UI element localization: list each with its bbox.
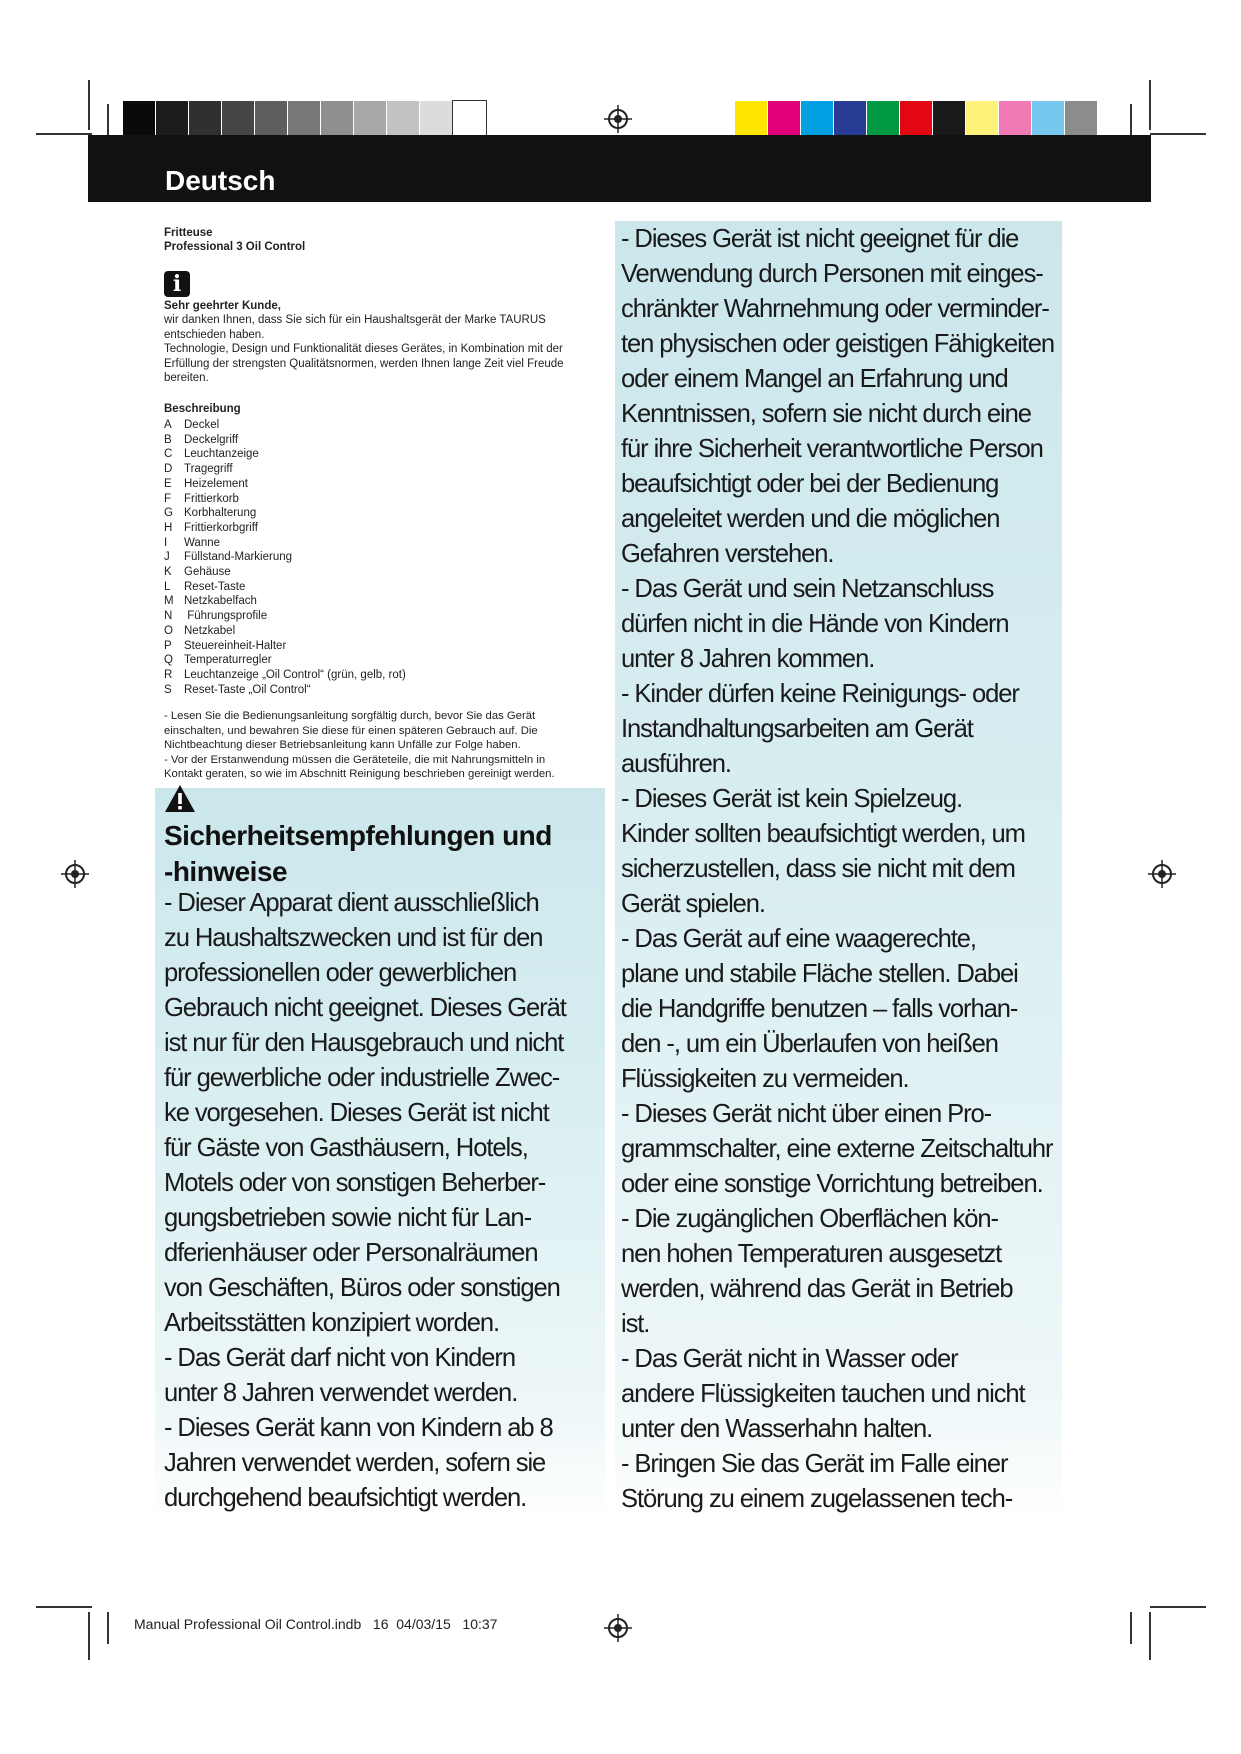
safety-line: ten physischen oder geistigen Fähigkeiten bbox=[621, 330, 1054, 358]
footer-datetime: 04/03/15 10:37 bbox=[396, 1616, 498, 1632]
safety-line: plane und stabile Fläche stellen. Dabei bbox=[621, 960, 1018, 988]
instruction-notes bbox=[164, 709, 555, 782]
safety-line: andere Flüssigkeiten tauchen und nicht bbox=[621, 1380, 1025, 1408]
safety-title-line1: Sicherheitsempfehlungen und bbox=[164, 820, 552, 851]
parts-list-item bbox=[164, 624, 406, 639]
part-label: Korbhalterung bbox=[184, 507, 257, 520]
page-language-title: Deutsch bbox=[165, 165, 276, 196]
part-letter: D bbox=[164, 463, 173, 476]
color-swatch bbox=[900, 101, 933, 135]
intro-line: bereiten. bbox=[164, 372, 209, 384]
safety-line: - Dieses Gerät ist kein Spielzeug. bbox=[621, 785, 962, 813]
part-letter: E bbox=[164, 477, 172, 490]
part-letter: S bbox=[164, 683, 172, 696]
crop-mark bbox=[88, 1612, 90, 1660]
color-swatch bbox=[156, 101, 189, 135]
crop-mark bbox=[1149, 80, 1151, 130]
product-type: Fritteuse bbox=[164, 227, 213, 239]
safety-line: durchgehend beaufsichtigt werden. bbox=[164, 1484, 527, 1512]
parts-list-item bbox=[164, 550, 406, 565]
safety-line: chränkter Wahrnehmung oder verminder- bbox=[621, 295, 1049, 323]
parts-list-item bbox=[164, 477, 406, 492]
safety-line: - Dieses Gerät ist nicht geeignet für die bbox=[621, 225, 1019, 253]
safety-line: Motels oder von sonstigen Beherber- bbox=[164, 1169, 546, 1197]
parts-list-item bbox=[164, 609, 406, 624]
safety-line: angeleitet werden und die möglichen bbox=[621, 505, 1000, 533]
footer-page: 16 bbox=[372, 1616, 389, 1632]
safety-line: dferienhäuser oder Personalräumen bbox=[164, 1239, 538, 1267]
safety-line: sicherzustellen, dass sie nicht mit dem bbox=[621, 855, 1015, 883]
crop-mark bbox=[88, 80, 90, 130]
crop-mark bbox=[107, 104, 109, 136]
safety-text-right bbox=[621, 222, 1054, 1517]
parts-list-item bbox=[164, 506, 406, 521]
part-letter: F bbox=[164, 492, 172, 505]
safety-line: den -, um ein Überlaufen von heißen bbox=[621, 1030, 998, 1058]
print-footer bbox=[134, 1616, 497, 1632]
safety-line: beaufsichtigt oder bei der Bedienung bbox=[621, 470, 999, 498]
intro-line: Erfüllung der strengsten Qualitätsnormen, werden Ihnen lange Zeit viel Freude bbox=[164, 357, 564, 370]
color-swatch bbox=[354, 101, 387, 135]
intro-line: entschieden haben. bbox=[164, 328, 265, 341]
color-swatch bbox=[420, 101, 453, 135]
color-swatch bbox=[933, 101, 966, 135]
safety-line: ist. bbox=[621, 1310, 650, 1338]
registration-mark-icon bbox=[604, 1614, 632, 1642]
intro-text bbox=[164, 313, 564, 386]
info-icon: i bbox=[164, 271, 190, 297]
safety-line: ausführen. bbox=[621, 750, 731, 778]
part-label: Deckelgriff bbox=[184, 433, 239, 446]
part-letter: P bbox=[164, 639, 172, 652]
color-swatch bbox=[222, 101, 255, 135]
color-swatch bbox=[768, 101, 801, 135]
parts-list-item bbox=[164, 653, 406, 668]
part-label: Leuchtanzeige „Oil Control“ (grün, gelb, rot) bbox=[184, 668, 406, 681]
color-swatch bbox=[735, 101, 768, 135]
safety-line: oder einem Mangel an Erfahrung und bbox=[621, 365, 1008, 393]
part-label: Steuereinheit-Halter bbox=[184, 639, 287, 652]
part-label: Temperaturregler bbox=[184, 654, 272, 667]
grayscale-color-bar bbox=[123, 101, 486, 135]
color-swatch bbox=[966, 101, 999, 135]
crop-mark bbox=[1150, 133, 1206, 135]
process-color-bar bbox=[735, 101, 1098, 135]
crop-mark bbox=[36, 1606, 92, 1608]
safety-title bbox=[164, 818, 552, 890]
crop-mark bbox=[36, 133, 92, 135]
parts-list-item bbox=[164, 418, 406, 433]
part-label: Netzkabelfach bbox=[184, 595, 257, 608]
safety-line: - Bringen Sie das Gerät im Falle einer bbox=[621, 1450, 1008, 1478]
parts-list-item bbox=[164, 433, 406, 448]
intro-line: Technologie, Design und Funktionalität dieses Gerätes, in Kombination mit der bbox=[164, 343, 563, 355]
safety-title-line2: -hinweise bbox=[164, 856, 288, 887]
safety-line: ist nur für den Hausgebrauch und nicht bbox=[164, 1029, 564, 1057]
parts-list-item bbox=[164, 521, 406, 536]
part-letter: K bbox=[164, 566, 172, 579]
parts-list-item bbox=[164, 668, 406, 683]
color-swatch bbox=[387, 101, 420, 135]
color-swatch bbox=[801, 101, 834, 135]
parts-list-item bbox=[164, 462, 406, 477]
part-label: Gehäuse bbox=[184, 566, 231, 579]
safety-line: - Die zugänglichen Oberflächen kön- bbox=[621, 1205, 998, 1233]
safety-line: - Das Gerät und sein Netzanschluss bbox=[621, 575, 994, 603]
color-swatch bbox=[255, 101, 288, 135]
parts-list-item bbox=[164, 639, 406, 654]
safety-line: Gefahren verstehen. bbox=[621, 540, 834, 568]
part-letter: B bbox=[164, 433, 172, 446]
safety-line: - Das Gerät darf nicht von Kindern bbox=[164, 1344, 515, 1372]
crop-mark bbox=[107, 1612, 109, 1644]
safety-line: Jahren verwendet werden, sofern sie bbox=[164, 1449, 546, 1477]
part-label: Führungsprofile bbox=[184, 610, 268, 623]
safety-line: Kenntnissen, sofern sie nicht durch eine bbox=[621, 400, 1031, 428]
safety-line: - Dieser Apparat dient ausschließlich bbox=[164, 889, 539, 917]
color-swatch bbox=[1032, 101, 1065, 135]
part-label: Reset-Taste bbox=[184, 580, 246, 593]
part-letter: A bbox=[164, 419, 172, 431]
safety-line: - Dieses Gerät kann von Kindern ab 8 bbox=[164, 1414, 553, 1442]
part-letter: I bbox=[164, 536, 168, 549]
part-letter: N bbox=[164, 610, 173, 623]
safety-line: - Dieses Gerät nicht über einen Pro- bbox=[621, 1100, 992, 1128]
color-swatch bbox=[867, 101, 900, 135]
parts-list bbox=[164, 418, 406, 697]
footer-file: Manual Professional Oil Control.indb bbox=[134, 1616, 362, 1632]
part-letter: Q bbox=[164, 654, 173, 667]
part-label: Frittierkorbgriff bbox=[184, 521, 258, 534]
part-label: Tragegriff bbox=[184, 463, 233, 476]
part-label: Deckel bbox=[184, 419, 220, 431]
intro-line: wir danken Ihnen, dass Sie sich für ein Haushaltsgerät der Marke TAURUS bbox=[164, 314, 546, 326]
color-swatch bbox=[321, 101, 354, 135]
safety-line: unter den Wasserhahn halten. bbox=[621, 1415, 933, 1443]
product-model: Professional 3 Oil Control bbox=[164, 241, 306, 253]
safety-line: für ihre Sicherheit verantwortliche Person bbox=[621, 435, 1043, 463]
safety-line: Störung zu einem zugelassenen tech- bbox=[621, 1485, 1013, 1513]
registration-mark-icon bbox=[1148, 860, 1176, 888]
parts-list-item bbox=[164, 683, 406, 698]
safety-line: werden, während das Gerät in Betrieb bbox=[621, 1275, 1013, 1303]
part-letter: J bbox=[164, 551, 170, 564]
parts-list-item bbox=[164, 447, 406, 462]
safety-line: Flüssigkeiten zu vermeiden. bbox=[621, 1065, 909, 1093]
color-swatch bbox=[834, 101, 867, 135]
crop-mark bbox=[1130, 104, 1132, 136]
parts-list-item bbox=[164, 492, 406, 507]
note-line: Nichtbeachtung dieser Betriebsanleitung kann Unfälle zur Folge haben. bbox=[164, 739, 521, 751]
safety-line: nen hohen Temperaturen ausgesetzt bbox=[621, 1240, 1002, 1268]
description-title: Beschreibung bbox=[164, 403, 241, 415]
color-swatch bbox=[189, 101, 222, 135]
safety-line: gungsbetrieben sowie nicht für Lan- bbox=[164, 1204, 531, 1232]
safety-line: - Kinder dürfen keine Reinigungs- oder bbox=[621, 680, 1019, 708]
registration-mark-icon bbox=[61, 860, 89, 888]
part-label: Frittierkorb bbox=[184, 492, 239, 505]
safety-text-left bbox=[164, 886, 566, 1516]
greeting: Sehr geehrter Kunde, bbox=[164, 300, 281, 312]
safety-line: professionellen oder gewerblichen bbox=[164, 959, 517, 987]
crop-mark bbox=[1149, 1612, 1151, 1660]
part-letter: G bbox=[164, 507, 173, 520]
color-swatch bbox=[123, 101, 156, 135]
safety-line: Kinder sollten beaufsichtigt werden, um bbox=[621, 820, 1025, 848]
part-label: Reset-Taste „Oil Control“ bbox=[184, 683, 311, 696]
crop-mark bbox=[1150, 1606, 1206, 1608]
safety-line: unter 8 Jahren verwendet werden. bbox=[164, 1379, 518, 1407]
safety-line: grammschalter, eine externe Zeitschaltuhr bbox=[621, 1135, 1053, 1163]
safety-line: Instandhaltungsarbeiten am Gerät bbox=[621, 715, 973, 743]
part-label: Leuchtanzeige bbox=[184, 448, 259, 461]
parts-list-item bbox=[164, 580, 406, 595]
color-swatch bbox=[999, 101, 1032, 135]
part-letter: H bbox=[164, 521, 173, 534]
safety-line: Verwendung durch Personen mit einges- bbox=[621, 260, 1043, 288]
safety-line: von Geschäften, Büros oder sonstigen bbox=[164, 1274, 560, 1302]
safety-line: - Das Gerät auf eine waagerechte, bbox=[621, 925, 976, 953]
parts-list-item bbox=[164, 594, 406, 609]
safety-line: Gebrauch nicht geeignet. Dieses Gerät bbox=[164, 994, 566, 1022]
safety-line: oder eine sonstige Vorrichtung betreiben. bbox=[621, 1170, 1043, 1198]
safety-line: Gerät spielen. bbox=[621, 890, 765, 918]
note-line: einschalten, und bewahren Sie diese für einen späteren Gebrauch auf. Die bbox=[164, 724, 538, 737]
safety-line: die Handgriffe benutzen – falls vorhan- bbox=[621, 995, 1018, 1023]
color-swatch bbox=[288, 101, 321, 135]
part-label: Füllstand-Markierung bbox=[184, 551, 293, 564]
warning-icon bbox=[164, 784, 196, 813]
color-swatch bbox=[453, 101, 486, 135]
safety-line: für Gäste von Gasthäusern, Hotels, bbox=[164, 1134, 528, 1162]
part-letter: M bbox=[164, 595, 174, 608]
part-letter: L bbox=[164, 580, 171, 593]
part-label: Heizelement bbox=[184, 477, 248, 490]
part-label: Netzkabel bbox=[184, 624, 236, 637]
crop-mark bbox=[1130, 1612, 1132, 1644]
parts-list-item bbox=[164, 536, 406, 551]
part-letter: C bbox=[164, 448, 173, 461]
safety-line: - Das Gerät nicht in Wasser oder bbox=[621, 1345, 958, 1373]
note-line: - Vor der Erstanwendung müssen die Geräteteile, die mit Nahrungsmitteln in bbox=[164, 753, 546, 766]
part-letter: R bbox=[164, 668, 173, 681]
registration-mark-icon bbox=[604, 105, 632, 133]
note-line: Kontakt geraten, so wie im Abschnitt Reinigung beschrieben gereinigt werden. bbox=[164, 768, 555, 780]
safety-line: für gewerbliche oder industrielle Zwec- bbox=[164, 1064, 560, 1092]
part-label: Wanne bbox=[184, 536, 221, 549]
parts-list-item bbox=[164, 565, 406, 580]
safety-line: zu Haushaltszwecken und ist für den bbox=[164, 924, 543, 952]
part-letter: O bbox=[164, 624, 173, 637]
safety-line: unter 8 Jahren kommen. bbox=[621, 645, 875, 673]
note-line: - Lesen Sie die Bedienungsanleitung sorgfältig durch, bevor Sie das Gerät bbox=[164, 710, 536, 722]
color-swatch bbox=[1065, 101, 1098, 135]
safety-line: Arbeitsstätten konzipiert worden. bbox=[164, 1309, 499, 1337]
safety-line: dürfen nicht in die Hände von Kindern bbox=[621, 610, 1009, 638]
safety-line: ke vorgesehen. Dieses Gerät ist nicht bbox=[164, 1099, 549, 1127]
